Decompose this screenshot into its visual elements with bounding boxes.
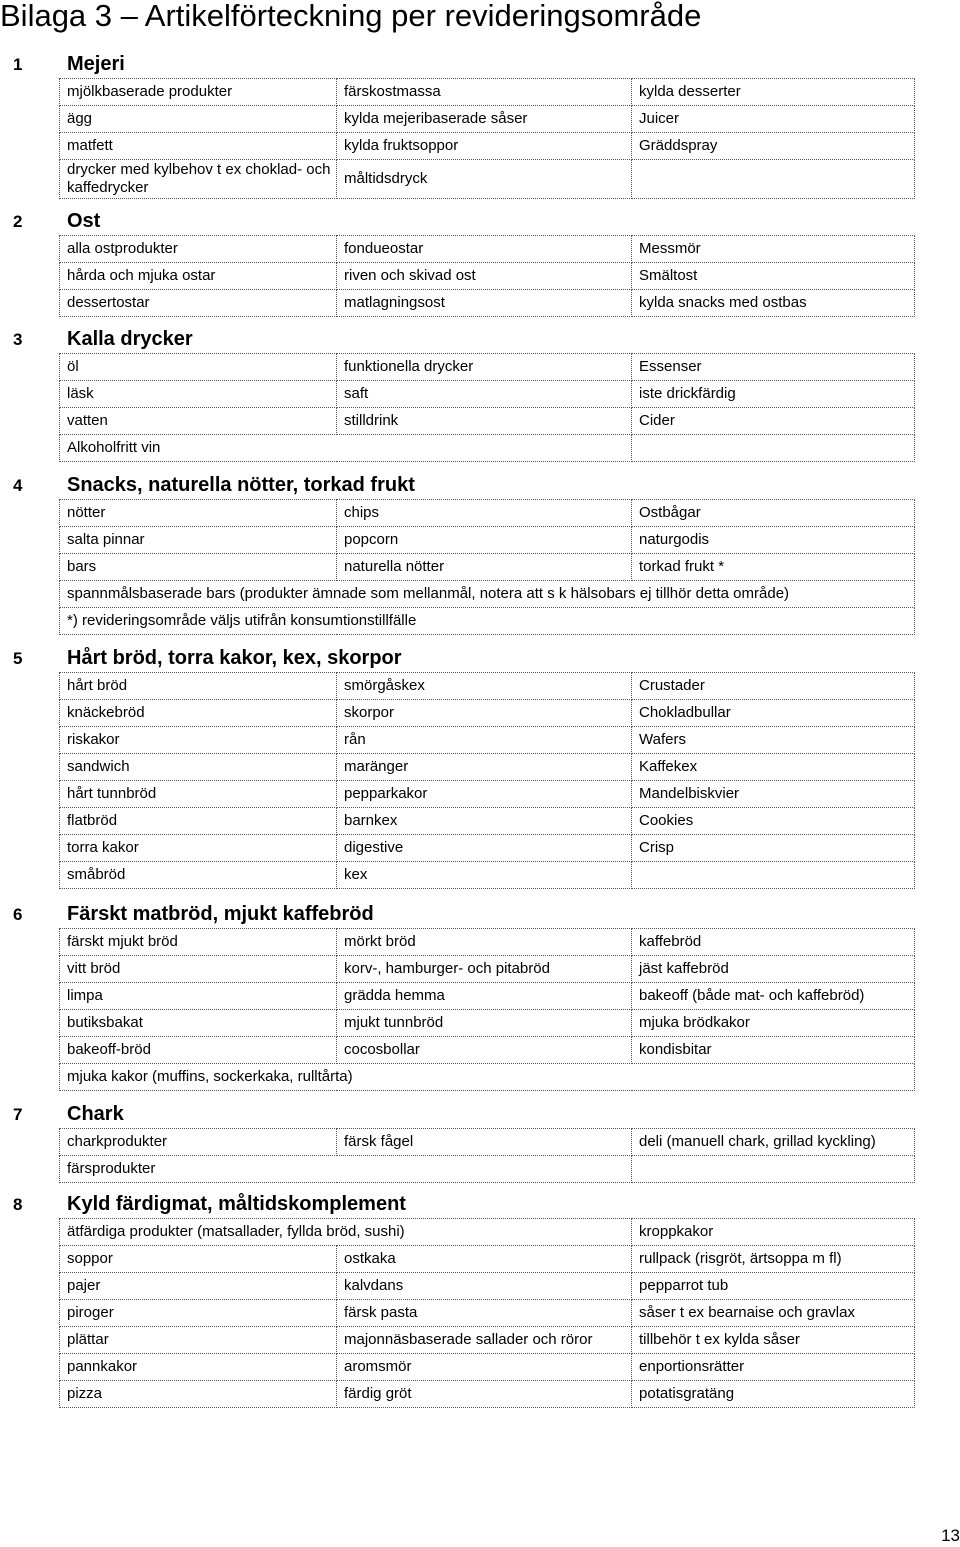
section-number: 5 [13, 649, 23, 668]
section-number: 7 [13, 1105, 23, 1124]
table-cell: digestive [337, 835, 632, 862]
table-cell: aromsmör [337, 1354, 632, 1381]
section-1 [0, 52, 960, 199]
table-cell: mjukt tunnbröd [337, 1010, 632, 1037]
section-heading [0, 327, 960, 353]
table-row [60, 581, 915, 608]
section-number: 3 [13, 330, 23, 349]
section-number: 8 [13, 1195, 23, 1214]
table-cell [632, 160, 915, 199]
table-cell: smörgåskex [337, 673, 632, 700]
section-heading [0, 1102, 960, 1128]
section-3 [0, 327, 960, 462]
section-heading [0, 902, 960, 928]
table-cell: barnkex [337, 808, 632, 835]
table-row [60, 1327, 915, 1354]
table-cell: Smältost [632, 263, 915, 290]
table-cell: tillbehör t ex kylda såser [632, 1327, 915, 1354]
section-heading [0, 209, 960, 235]
table-cell: vatten [60, 408, 337, 435]
table-cell: Cider [632, 408, 915, 435]
table-cell: kalvdans [337, 1273, 632, 1300]
article-table [59, 78, 915, 199]
table-cell: färskt mjukt bröd [60, 929, 337, 956]
table-cell: mjuka kakor (muffins, sockerkaka, rulltårta) [60, 1064, 915, 1091]
table-cell: Crisp [632, 835, 915, 862]
table-cell: Crustader [632, 673, 915, 700]
article-table [59, 235, 915, 317]
table-row [60, 1156, 915, 1183]
article-table [59, 1128, 915, 1183]
table-cell: kylda fruktsoppor [337, 133, 632, 160]
table-row [60, 354, 915, 381]
table-cell [632, 435, 915, 462]
page-title: Bilaga 3 – Artikelförteckning per revideringsområde [0, 0, 702, 33]
section-number: 1 [13, 55, 23, 74]
section-title: Snacks, naturella nötter, torkad frukt [67, 474, 415, 496]
table-row [60, 554, 915, 581]
section-title: Mejeri [67, 53, 125, 75]
page-number: 13 [941, 1526, 960, 1545]
table-row [60, 435, 915, 462]
table-row [60, 263, 915, 290]
table-row [60, 1246, 915, 1273]
section-number: 6 [13, 905, 23, 924]
table-cell: pannkakor [60, 1354, 337, 1381]
table-cell: charkprodukter [60, 1129, 337, 1156]
table-cell: grädda hemma [337, 983, 632, 1010]
table-cell: färsk fågel [337, 1129, 632, 1156]
table-row [60, 1037, 915, 1064]
table-cell: rån [337, 727, 632, 754]
table-cell: måltidsdryck [337, 160, 632, 199]
table-row [60, 608, 915, 635]
table-row [60, 983, 915, 1010]
table-row [60, 160, 915, 199]
section-heading [0, 646, 960, 672]
table-cell: matfett [60, 133, 337, 160]
table-cell: läsk [60, 381, 337, 408]
table-cell: torra kakor [60, 835, 337, 862]
section-heading [0, 473, 960, 499]
table-cell: färdig gröt [337, 1381, 632, 1408]
table-row [60, 1381, 915, 1408]
table-cell: torkad frukt * [632, 554, 915, 581]
table-cell: pepparkakor [337, 781, 632, 808]
table-cell: kex [337, 862, 632, 889]
table-row [60, 133, 915, 160]
table-cell: vitt bröd [60, 956, 337, 983]
table-row [60, 290, 915, 317]
table-cell: mjuka brödkakor [632, 1010, 915, 1037]
table-cell: mjölkbaserade produkter [60, 79, 337, 106]
table-cell: piroger [60, 1300, 337, 1327]
table-row [60, 79, 915, 106]
table-cell: hårt bröd [60, 673, 337, 700]
table-cell: deli (manuell chark, grillad kyckling) [632, 1129, 915, 1156]
table-row [60, 1010, 915, 1037]
table-cell [632, 862, 915, 889]
table-row [60, 381, 915, 408]
section-title: Kalla drycker [67, 328, 193, 350]
table-cell: Messmör [632, 236, 915, 263]
table-cell: Gräddspray [632, 133, 915, 160]
table-cell: färsk pasta [337, 1300, 632, 1327]
article-table [59, 1218, 915, 1408]
table-cell: spannmålsbaserade bars (produkter ämnade som mellanmål, notera att s k hälsobars ej tillhör detta område) [60, 581, 915, 608]
section-number: 2 [13, 212, 23, 231]
table-cell: potatisgratäng [632, 1381, 915, 1408]
table-cell: Alkoholfritt vin [60, 435, 632, 462]
table-row [60, 527, 915, 554]
table-cell: Juicer [632, 106, 915, 133]
table-cell: kaffebröd [632, 929, 915, 956]
section-title: Hårt bröd, torra kakor, kex, skorpor [67, 647, 402, 669]
section-heading [0, 1192, 960, 1218]
table-cell: limpa [60, 983, 337, 1010]
table-cell: sandwich [60, 754, 337, 781]
table-cell: alla ostprodukter [60, 236, 337, 263]
section-4 [0, 473, 960, 635]
table-cell: kondisbitar [632, 1037, 915, 1064]
section-title: Ost [67, 210, 101, 232]
table-cell: ätfärdiga produkter (matsallader, fyllda bröd, sushi) [60, 1219, 632, 1246]
table-cell: skorpor [337, 700, 632, 727]
table-cell: funktionella drycker [337, 354, 632, 381]
table-cell: bakeoff (både mat- och kaffebröd) [632, 983, 915, 1010]
table-row [60, 781, 915, 808]
table-row [60, 1219, 915, 1246]
table-cell: flatbröd [60, 808, 337, 835]
table-cell: kylda snacks med ostbas [632, 290, 915, 317]
section-2 [0, 209, 960, 317]
table-cell: hårda och mjuka ostar [60, 263, 337, 290]
table-cell: salta pinnar [60, 527, 337, 554]
table-cell: korv-, hamburger- och pitabröd [337, 956, 632, 983]
table-row [60, 727, 915, 754]
table-cell: saft [337, 381, 632, 408]
table-cell: bakeoff-bröd [60, 1037, 337, 1064]
table-cell: småbröd [60, 862, 337, 889]
table-row [60, 1273, 915, 1300]
table-cell: bars [60, 554, 337, 581]
table-cell: chips [337, 500, 632, 527]
table-cell: ostkaka [337, 1246, 632, 1273]
section-number: 4 [13, 476, 23, 495]
table-cell: Ostbågar [632, 500, 915, 527]
table-row [60, 408, 915, 435]
table-cell: kylda mejeribaserade såser [337, 106, 632, 133]
table-cell: öl [60, 354, 337, 381]
table-cell: maränger [337, 754, 632, 781]
table-row [60, 236, 915, 263]
table-row [60, 862, 915, 889]
table-cell: pajer [60, 1273, 337, 1300]
section-5 [0, 646, 960, 889]
table-cell: Mandelbiskvier [632, 781, 915, 808]
table-cell: naturgodis [632, 527, 915, 554]
table-cell: kroppkakor [632, 1219, 915, 1246]
table-cell: hårt tunnbröd [60, 781, 337, 808]
table-cell: fondueostar [337, 236, 632, 263]
table-cell: mörkt bröd [337, 929, 632, 956]
table-cell: cocosbollar [337, 1037, 632, 1064]
table-cell: plättar [60, 1327, 337, 1354]
table-cell: enportionsrätter [632, 1354, 915, 1381]
table-cell [632, 1156, 915, 1183]
article-table [59, 672, 915, 889]
table-row [60, 1129, 915, 1156]
section-heading [0, 52, 960, 78]
section-title: Chark [67, 1103, 124, 1125]
table-cell: pizza [60, 1381, 337, 1408]
table-cell: kylda desserter [632, 79, 915, 106]
section-7 [0, 1102, 960, 1183]
table-cell: dessertostar [60, 290, 337, 317]
table-row [60, 808, 915, 835]
table-cell: nötter [60, 500, 337, 527]
section-title: Kyld färdigmat, måltidskomplement [67, 1193, 406, 1215]
table-row [60, 1354, 915, 1381]
table-cell: iste drickfärdig [632, 381, 915, 408]
table-cell: soppor [60, 1246, 337, 1273]
table-cell: Cookies [632, 808, 915, 835]
table-cell: såser t ex bearnaise och gravlax [632, 1300, 915, 1327]
article-table [59, 499, 915, 635]
table-cell: Essenser [632, 354, 915, 381]
article-table [59, 928, 915, 1091]
table-cell: jäst kaffebröd [632, 956, 915, 983]
table-row [60, 106, 915, 133]
table-cell: Wafers [632, 727, 915, 754]
table-cell: färsprodukter [60, 1156, 632, 1183]
section-8 [0, 1192, 960, 1408]
article-table [59, 353, 915, 462]
table-cell: Kaffekex [632, 754, 915, 781]
table-row [60, 956, 915, 983]
table-cell: popcorn [337, 527, 632, 554]
section-6 [0, 902, 960, 1091]
table-row [60, 835, 915, 862]
table-row [60, 1300, 915, 1327]
table-cell: riskakor [60, 727, 337, 754]
table-cell: rullpack (risgröt, ärtsoppa m fl) [632, 1246, 915, 1273]
table-row [60, 673, 915, 700]
table-row [60, 1064, 915, 1091]
table-cell: knäckebröd [60, 700, 337, 727]
table-cell: färskostmassa [337, 79, 632, 106]
table-cell: drycker med kylbehov t ex choklad- och kaffedrycker [60, 160, 337, 199]
table-row [60, 929, 915, 956]
table-cell: Chokladbullar [632, 700, 915, 727]
table-cell: majonnäsbaserade sallader och röror [337, 1327, 632, 1354]
table-row [60, 500, 915, 527]
table-cell: *) revideringsområde väljs utifrån konsumtionstillfälle [60, 608, 915, 635]
table-cell: matlagningsost [337, 290, 632, 317]
table-cell: riven och skivad ost [337, 263, 632, 290]
section-title: Färskt matbröd, mjukt kaffebröd [67, 903, 374, 925]
table-cell: butiksbakat [60, 1010, 337, 1037]
table-cell: naturella nötter [337, 554, 632, 581]
table-cell: stilldrink [337, 408, 632, 435]
table-row [60, 700, 915, 727]
table-cell: ägg [60, 106, 337, 133]
table-cell: pepparrot tub [632, 1273, 915, 1300]
table-row [60, 754, 915, 781]
